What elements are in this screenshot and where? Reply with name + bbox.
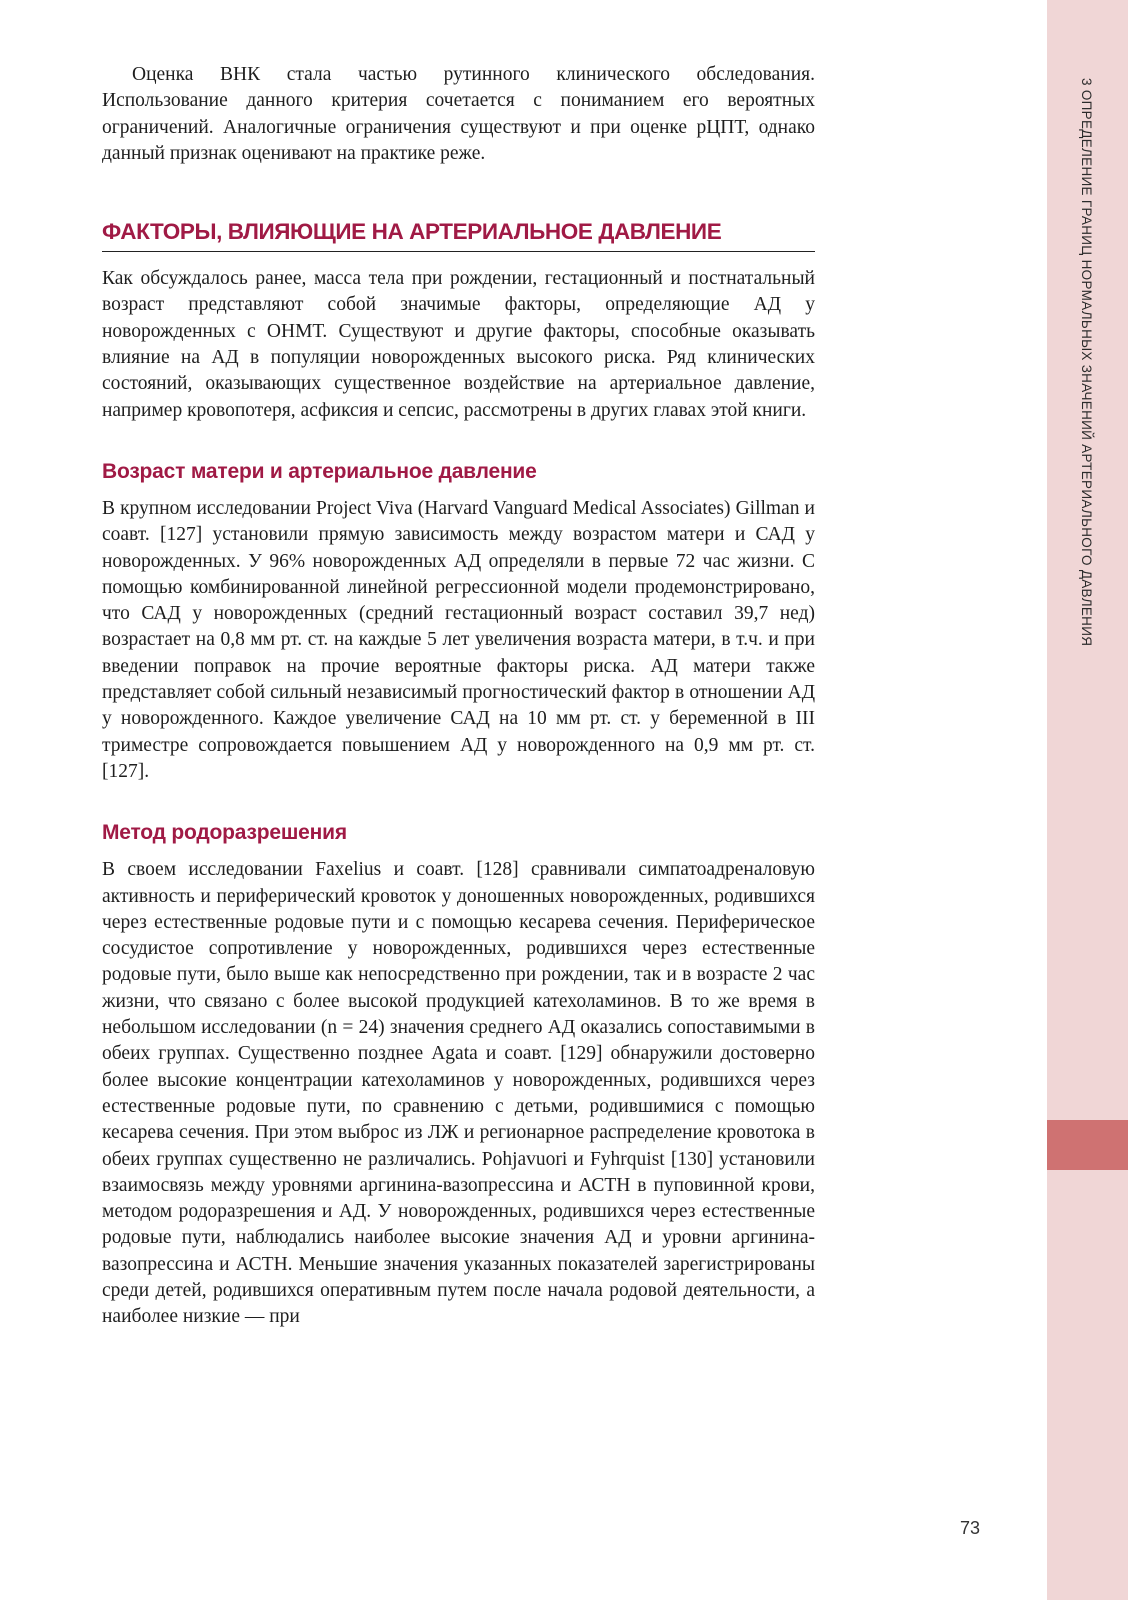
subsection-paragraph-delivery-method: В своем исследовании Faxelius и соавт. [128] сравнивали симпатоадреналовую активность и периферический кровоток у доношенных новорожденных, родившихся через естественные родовые пути и с помощью кесарева сечения. Периферическое сосудистое сопротивление у новорожденных, родившихся через естественные родовые пути, было выше как непосредственно при рождении, так и в возрасте 2 час жизни, что связано с более высокой продукцией катехоламинов. В то же время в небольшом исследовании (n = 24) значения среднего АД оказались сопоставимыми в обеих группах. Существенно позднее Agata и соавт. [129] обнаружили достоверно более высокие концентрации катехоламинов у новорожденных, родившихся через естественные родовые пути, по сравнению с детьми, родившимися с помощью кесарева сечения. При этом выброс из ЛЖ и регионарное распределение кровотока в обеих группах существенно не различались. Pohjavuori и Fyhrquist [130] установили взаимосвязь между уровнями аргинина-вазопрессина и АСТН в пуповинной крови, методом родоразрешения и АД. У новорожденных, родившихся через естественные родовые пути, наблюдались наиболее высокие значения АД и уровни аргинина-вазопрессина и АСТН. Меньшие значения указанных показателей зарегистрированы среди детей, родившихся оперативным путем после начала родовой деятельности, а наиболее низкие — при — [102, 859, 815, 1328]
chapter-running-head: 3 ОПРЕДЕЛЕНИЕ ГРАНИЦ НОРМАЛЬНЫХ ЗНАЧЕНИЙ АРТЕРИАЛЬНОГО ДАВЛЕНИЯ — [1079, 78, 1094, 647]
subsection-heading-maternal-age: Возраст матери и артериальное давление — [102, 459, 537, 483]
chapter-tab-marker — [1047, 1120, 1128, 1170]
section-heading: ФАКТОРЫ, ВЛИЯЮЩИЕ НА АРТЕРИАЛЬНОЕ ДАВЛЕНИЕ — [102, 219, 815, 252]
page-body — [102, 62, 815, 1331]
intro-paragraph: Оценка ВНК стала частью рутинного клинического обследования. Использование данного критерия сочетается с пониманием его вероятных ограничений. Аналогичные ограничения существуют и при оценке рЦПТ, однако данный признак оценивают на практике реже. — [102, 64, 815, 164]
page-number: 73 — [960, 1518, 981, 1538]
subsection-paragraph-maternal-age: В крупном исследовании Project Viva (Harvard Vanguard Medical Associates) Gillman и соавт. [127] установили прямую зависимость между возрастом матери и САД у новорожденных. У 96% новорожденных АД определяли в первые 72 час жизни. С помощью комбинированной линейной регрессионной модели продемонстрировано, что САД у новорожденных (средний гестационный возраст составил 39,7 нед) возрастает на 0,8 мм рт. ст. на каждые 5 лет увеличения возраста матери, в т.ч. и при введении поправок на прочие вероятные факторы риска. АД матери также представляет собой сильный независимый прогностический фактор в отношении АД у новорожденного. Каждое увеличение САД на 10 мм рт. ст. у беременной в III триместре сопровождается повышением АД у новорожденного на 0,9 мм рт. ст. [127]. — [102, 497, 815, 782]
subsection-heading-delivery-method: Метод родоразрешения — [102, 821, 347, 845]
section-paragraph: Как обсуждалось ранее, масса тела при рождении, гестационный и постнатальный возраст представляют собой значимые факторы, определяющие АД у новорожденных с ОНМТ. Существуют и другие факторы, способные оказывать влияние на АД в популяции новорожденных высокого риска. Ряд клинических состояний, оказывающих существенное воздействие на артериальное давление, например кровопотеря, асфиксия и сепсис, рассмотрены в других главах этой книги. — [102, 268, 815, 421]
